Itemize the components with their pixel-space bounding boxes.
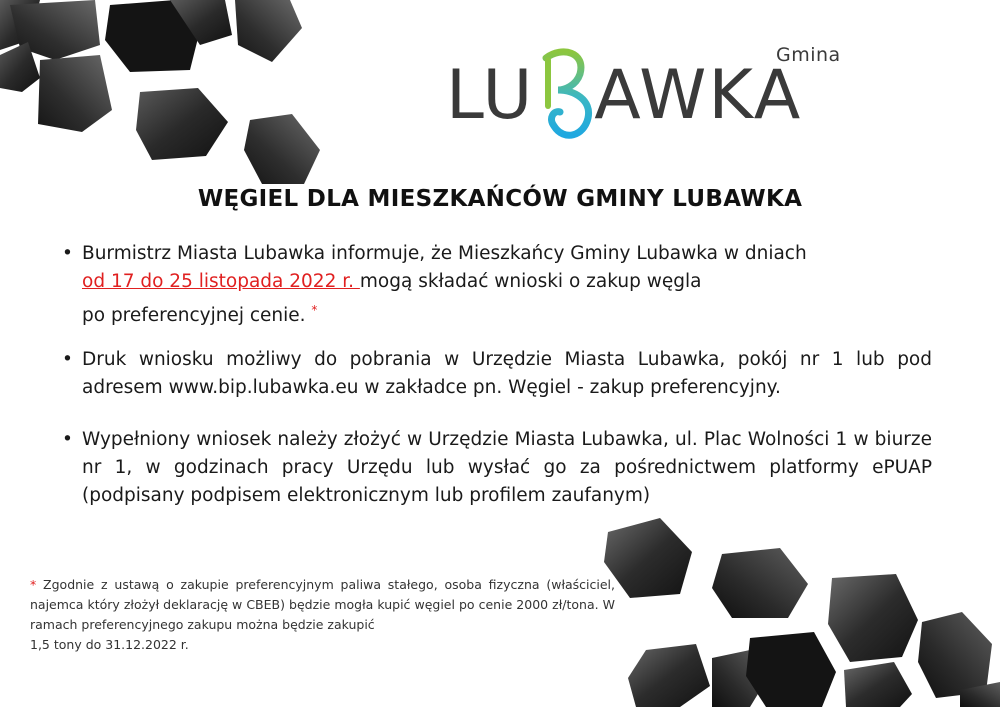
gmina-lubawka-logo bbox=[446, 40, 866, 140]
bullet1-line1: Burmistrz Miasta Lubawka informuje, że Mieszkańcy Gminy Lubawka w dniach bbox=[82, 243, 807, 264]
bullet-item-dates bbox=[62, 240, 932, 330]
logo-gmina-text: Gmina bbox=[776, 44, 841, 66]
bullet1-line3: po preferencyjnej cenie. bbox=[82, 305, 312, 327]
bullet-marker: • bbox=[62, 429, 73, 451]
bullet-marker: • bbox=[62, 243, 73, 264]
page-title: WĘGIEL DLA MIESZKAŃCÓW GMINY LUBAWKA bbox=[197, 186, 803, 212]
logo-word-end: AWKA bbox=[594, 56, 803, 135]
bullet-item-form-download bbox=[62, 346, 932, 402]
coal-decoration-top-left bbox=[0, 0, 330, 190]
footnote-text: Zgodnie z ustawą o zakupie preferencyjnym paliwa stałego, osoba fizyczna (właściciel, najemca który złożył deklarację w CBEB) będzie mogła kupić węgiel po cenie 2000 zł/tona. W ramach preferencyjnego zakupu można będzie zakupić bbox=[30, 577, 615, 632]
bullet-marker: • bbox=[62, 349, 73, 371]
footnote-asterisk: * bbox=[30, 577, 37, 592]
bullet1-asterisk: * bbox=[311, 303, 318, 317]
bullet1-line2: mogą składać wnioski o zakup węgla bbox=[359, 271, 702, 292]
logo-word-start: LU bbox=[446, 56, 535, 135]
bullet1-highlight-dates: od 17 do 25 listopada 2022 r. bbox=[82, 271, 360, 292]
bullet-list bbox=[62, 240, 932, 510]
logo-wordmark bbox=[446, 56, 803, 135]
bullet3-text: Wypełniony wniosek należy złożyć w Urzędzie Miasta Lubawka, ul. Plac Wolności 1 w biurze nr 1, w godzinach pracy Urzędu lub wysłać go za pośrednictwem platformy ePUAP (podpisany podpisem elektronicznym lub profilem zaufanym) bbox=[82, 429, 932, 507]
coal-decoration-bottom-right bbox=[600, 512, 1000, 707]
bullet2-text: Druk wniosku możliwy do pobrania w Urzędzie Miasta Lubawka, pokój nr 1 lub pod adresem www.bip.lubawka.eu w zakładce pn. Węgiel - zakup preferencyjny. bbox=[82, 349, 932, 399]
bullet-item-submission bbox=[62, 426, 932, 510]
logo-heart-b-icon bbox=[534, 62, 594, 130]
footnote-last-line: 1,5 tony do 31.12.2022 r. bbox=[30, 637, 189, 652]
footnote bbox=[30, 575, 615, 655]
